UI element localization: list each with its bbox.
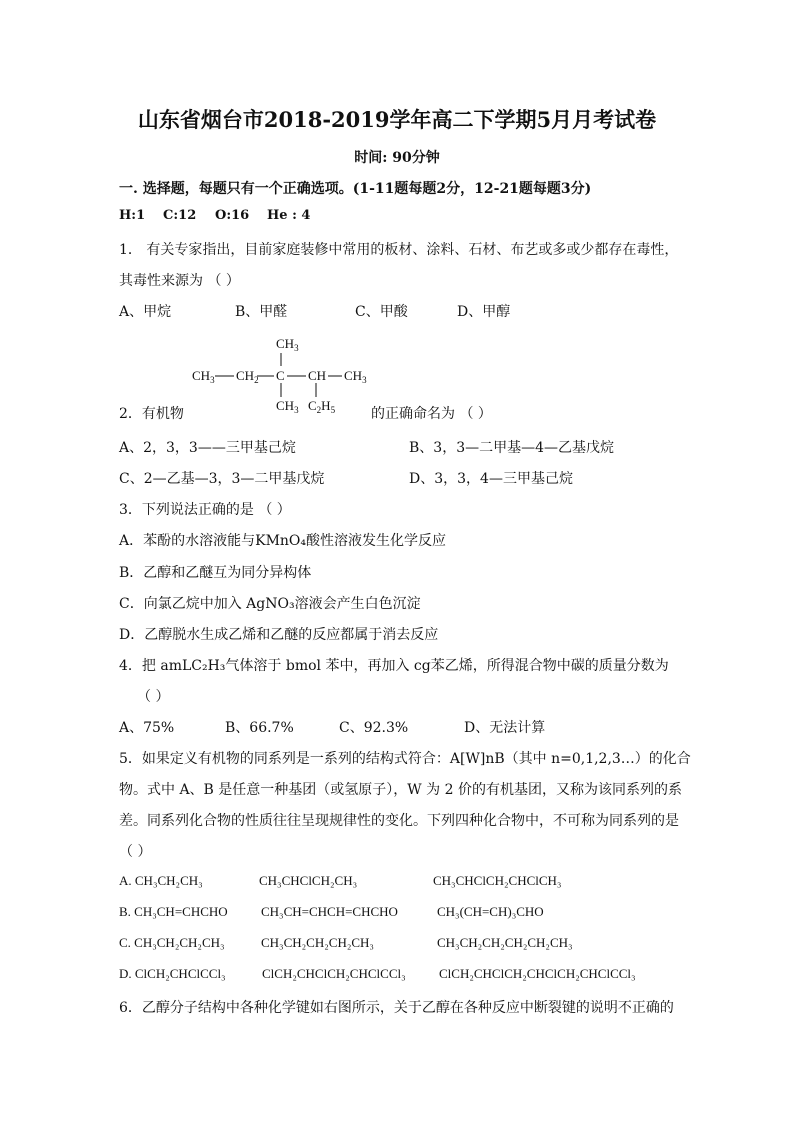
q5-line4: （ ） (119, 844, 152, 860)
atomic-mass-h: H:1 (119, 208, 146, 223)
q5-c-compound-2: CH₃CH₂CH₂CH₂CH₃ (261, 935, 374, 950)
svg-text:CH: CH (308, 368, 327, 383)
svg-text:C: C (276, 368, 285, 383)
q1-option-b: B、甲醛 (235, 304, 288, 320)
page-title: 山东省烟台市2018-2019学年高二下学期5月月考试卷 (137, 107, 657, 132)
q4-line2: （ ） (137, 689, 170, 705)
atomic-mass-o: O:16 (215, 208, 250, 223)
q5-line2: 物。式中 A、B 是任意一种基团（或氢原子），W 为 2 价的有机基团，又称为该同系列的系 (119, 782, 682, 798)
svg-text:CH3: $CH_3$ (192, 368, 215, 385)
q5-a-compound-3: CH₃CHClCH₂CHClCH₃ (433, 873, 562, 888)
atomic-mass-he: He : 4 (267, 208, 311, 223)
q4-option-b: B、66.7% (225, 720, 294, 736)
q2-options-row1 (119, 437, 679, 457)
q2-structure-diagram (190, 333, 380, 418)
svg-text:CH2: $CH_2$ (236, 368, 259, 385)
atomic-masses (119, 208, 310, 223)
q3-option-a: A．苯酚的水溶液能与KMnO₄酸性溶液发生化学反应 (119, 533, 447, 549)
atomic-mass-c: C:12 (163, 208, 197, 223)
q2-options-row2 (119, 468, 679, 488)
q5-line3: 差。同系列化合物的性质往往呈现规律性的变化。下列四种化合物中，不可称为同系列的是 (119, 813, 679, 829)
q2-option-d: D、3，3，4—三甲基己烷 (409, 471, 573, 487)
q1-line1: 1． 有关专家指出，目前家庭装修中常用的板材、涂料、石材、布艺或多或少都存在毒性， (119, 242, 679, 258)
svg-text:C2H5: $C_2H_5$ (308, 398, 336, 415)
q5-row-b (119, 904, 679, 924)
q5-b-compound-1: B. CH₃CH=CHCHO (119, 904, 228, 919)
q2-suffix: 的正确命名为 （ ） (371, 406, 492, 422)
q5-c-compound-3: CH₃CH₂CH₂CH₂CH₂CH₃ (437, 935, 573, 950)
q5-line1: 5．如果定义有机物的同系列是一系列的结构式符合：A[W]nB（其中 n=0,1,2,3…）的化合 (119, 751, 691, 767)
q3-stem: 3．下列说法正确的是 （ ） (119, 502, 291, 518)
q2-option-b: B、3，3—二甲基—4—乙基戊烷 (409, 440, 615, 456)
q5-row-a (119, 873, 679, 893)
q5-row-d (119, 966, 679, 986)
q4-option-d: D、无法计算 (464, 720, 546, 736)
svg-text:CH3: $CH_3$ (344, 368, 367, 385)
q3-option-b: B．乙醇和乙醚互为同分异构体 (119, 565, 312, 581)
q1-option-c: C、甲酸 (355, 304, 408, 320)
q5-b-compound-2: CH₃CH=CHCH=CHCHO (261, 904, 398, 919)
q5-a-compound-1: A. CH₃CH₂CH₃ (119, 873, 203, 888)
q5-b-compound-3: CH₃(CH=CH)₃CHO (437, 904, 544, 919)
q5-d-compound-1: D. ClCH₂CHClCCl₃ (119, 966, 226, 981)
q2-prefix: 2．有机物 (119, 406, 184, 422)
q5-d-compound-2: ClCH₂CHClCH₂CHClCCl₃ (262, 966, 406, 981)
q3-option-d: D．乙醇脱水生成乙烯和乙醚的反应都属于消去反应 (119, 627, 439, 643)
q4-line1: 4．把 amLC₂H₃气体溶于 bmol 苯中，再加入 cg苯乙烯，所得混合物中碳的质量分数为 (119, 658, 669, 674)
exam-duration: 时间: 90分钟 (354, 150, 440, 166)
q1-option-a: A、甲烷 (119, 304, 172, 320)
q4-option-a: A、75% (119, 720, 175, 736)
q6-line1: 6．乙醇分子结构中各种化学键如右图所示，关于乙醇在各种反应中断裂键的说明不正确的 (119, 1000, 674, 1016)
q1-option-d: D、甲醇 (457, 304, 511, 320)
svg-text:CH3: $CH_3$ (276, 398, 299, 415)
svg-text:CH3: $CH_3$ (276, 336, 299, 353)
q5-a-compound-2: CH₃CHClCH₂CH₃ (259, 873, 358, 888)
q1-line2: 其毒性来源为 （ ） (119, 273, 240, 289)
q3-option-c: C．向氯乙烷中加入 AgNO₃溶液会产生白色沉淀 (119, 596, 421, 612)
section-heading: 一. 选择题，每题只有一个正确选项。(1-11题每题2分，12-21题每题3分) (119, 181, 592, 197)
q4-options (119, 717, 679, 737)
q2-option-c: C、2—乙基—3，3—二甲基戊烷 (119, 471, 325, 487)
q2-option-a: A、2，3，3——三甲基己烷 (119, 440, 296, 456)
q5-row-c (119, 935, 679, 955)
q1-options (119, 301, 679, 321)
q4-option-c: C、92.3% (339, 720, 409, 736)
q5-c-compound-1: C. CH₃CH₂CH₂CH₃ (119, 935, 225, 950)
q5-d-compound-3: ClCH₂CHClCH₂CHClCH₂CHClCCl₃ (439, 966, 636, 981)
